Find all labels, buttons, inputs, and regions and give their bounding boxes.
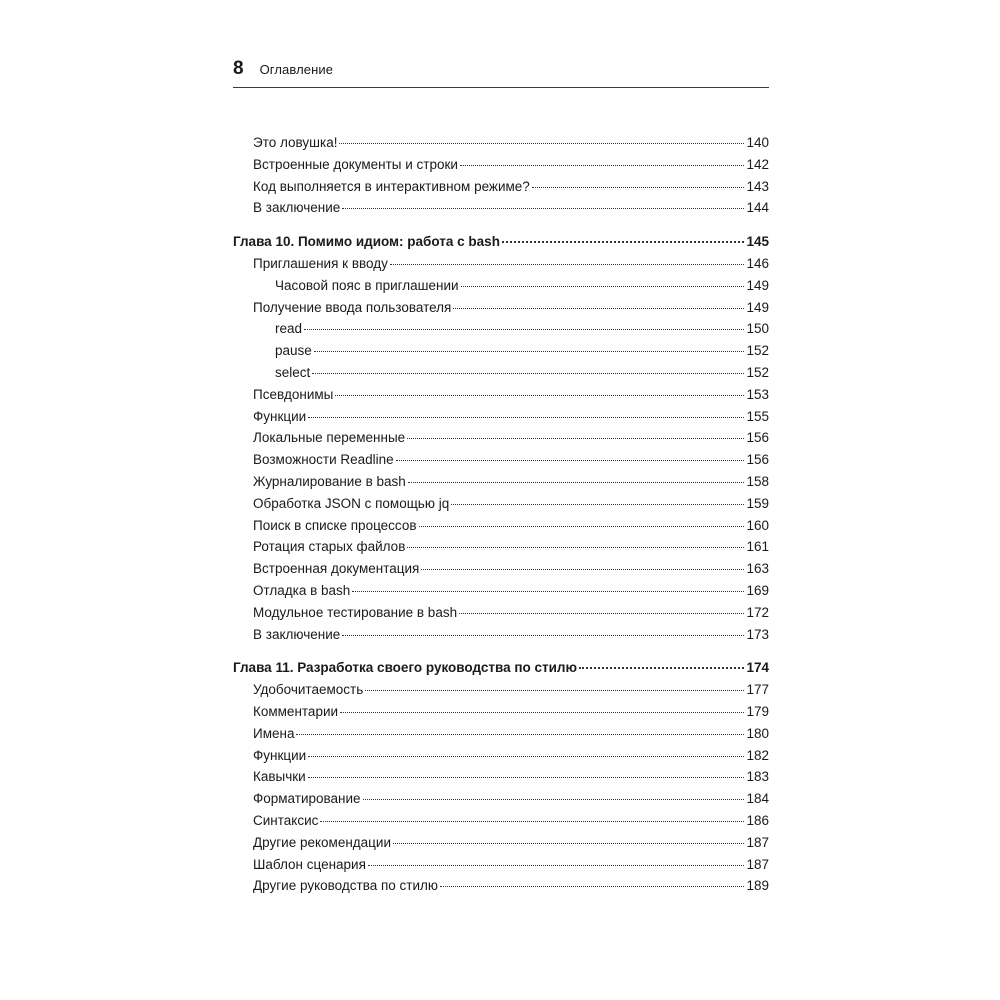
toc-entry-title: Это ловушка!	[253, 135, 338, 150]
toc-entry-page: 149	[746, 299, 769, 315]
dot-leader	[460, 164, 745, 166]
toc-entry-title: Глава 11. Разработка своего руководства по стилю	[233, 660, 578, 676]
toc-entry	[233, 427, 769, 449]
toc-entry-page: 140	[746, 135, 769, 150]
toc-entry-title: Часовой пояс в приглашении	[275, 277, 459, 293]
toc-entry-title: В заключение	[253, 200, 341, 216]
toc-chapter-entry	[233, 657, 769, 679]
dot-leader	[342, 634, 744, 636]
dot-leader	[419, 525, 745, 527]
toc-entry-page: 150	[746, 321, 769, 337]
toc-entry	[233, 701, 769, 723]
toc-entry	[233, 766, 769, 788]
running-title: Оглавление	[259, 62, 334, 77]
toc-entry-page: 152	[746, 364, 769, 380]
dot-leader	[308, 416, 744, 418]
toc-entry-page: 163	[746, 561, 769, 577]
dot-leader	[393, 842, 744, 844]
toc-entry	[233, 253, 769, 275]
toc-entry	[233, 275, 769, 297]
toc-entry	[233, 832, 769, 854]
dot-leader	[314, 350, 745, 352]
toc-entry-title: В заключение	[253, 626, 341, 642]
toc-entry-page: 169	[746, 582, 769, 598]
toc-entry	[233, 493, 769, 515]
chapter-spacer	[233, 219, 769, 231]
dot-leader	[502, 240, 745, 243]
toc-entry-title: Поиск в списке процессов	[253, 517, 417, 533]
dot-leader	[363, 798, 745, 800]
toc-entry-page: 145	[746, 234, 769, 250]
toc-entry-title: Ротация старых файлов	[253, 539, 406, 555]
dot-leader	[408, 481, 745, 483]
dot-leader	[390, 263, 745, 265]
toc-entry	[233, 745, 769, 767]
dot-leader	[461, 285, 745, 287]
dot-leader	[421, 568, 744, 570]
toc-entry-title: Возможности Readline	[253, 452, 394, 468]
toc-entry	[233, 558, 769, 580]
toc-entry-title: Псевдонимы	[253, 386, 334, 402]
toc-entry	[233, 580, 769, 602]
toc-entry-page: 177	[746, 682, 769, 698]
toc-entry	[233, 297, 769, 319]
toc-entry-title: Глава 10. Помимо идиом: работа с bash	[233, 234, 500, 250]
toc-entry-title: Локальные переменные	[253, 430, 406, 446]
dot-leader	[335, 394, 744, 396]
toc-entry-page: 149	[746, 277, 769, 293]
dot-leader	[451, 503, 744, 505]
toc-entry-page: 159	[746, 495, 769, 511]
dot-leader	[308, 776, 745, 778]
toc-entry	[233, 132, 769, 154]
toc-entry-page: 189	[746, 878, 769, 894]
toc-entry	[233, 810, 769, 832]
toc-entry-title: Удобочитаемость	[253, 682, 364, 698]
dot-leader	[308, 755, 744, 757]
toc-entry	[233, 854, 769, 876]
toc-entry-title: Форматирование	[253, 791, 361, 807]
toc-entry-title: Функции	[253, 747, 307, 763]
toc-entry-title: Отладка в bash	[253, 582, 351, 598]
dot-leader	[304, 328, 744, 330]
dot-leader	[440, 885, 744, 887]
toc-entry-title: Обработка JSON с помощью jq	[253, 495, 450, 511]
toc-entry-title: Встроенная документация	[253, 561, 420, 577]
dot-leader	[365, 689, 744, 691]
toc-entry-title: Получение ввода пользователя	[253, 299, 452, 315]
header-rule	[233, 87, 769, 88]
toc-entry	[233, 515, 769, 537]
chapter-spacer	[233, 645, 769, 657]
dot-leader	[532, 186, 745, 188]
toc-entry	[233, 176, 769, 198]
dot-leader	[368, 864, 745, 866]
toc-entry	[233, 723, 769, 745]
dot-leader	[459, 612, 744, 614]
page-number: 8	[233, 58, 244, 79]
toc-entry-page: 180	[746, 725, 769, 741]
dot-leader	[320, 820, 744, 822]
toc-entry	[233, 318, 769, 340]
toc-entry-page: 183	[746, 769, 769, 785]
toc-entry-title: Код выполняется в интерактивном режиме?	[253, 178, 530, 194]
dot-leader	[339, 142, 744, 144]
dot-leader	[579, 666, 744, 669]
toc-entry-title: Модульное тестирование в bash	[253, 604, 458, 620]
toc-entry-page: 146	[746, 255, 769, 271]
toc-entry	[233, 154, 769, 176]
toc-entry-title: Другие рекомендации	[253, 834, 391, 850]
toc-entry-page: 187	[746, 856, 769, 872]
toc-entry-title: Функции	[253, 408, 307, 424]
toc-entry-title: Кавычки	[253, 769, 306, 785]
dot-leader	[296, 733, 744, 735]
toc-entry	[233, 679, 769, 701]
toc-entry-title: Встроенные документы и строки	[253, 156, 458, 172]
toc-chapter-entry	[233, 231, 769, 253]
toc-entry-page: 184	[746, 791, 769, 807]
toc-entry	[233, 340, 769, 362]
toc-entry-title: Журналирование в bash	[253, 473, 406, 489]
toc-entry	[233, 624, 769, 646]
toc-entry-page: 156	[746, 452, 769, 468]
toc-entry-page: 144	[746, 200, 769, 216]
dot-leader	[396, 459, 745, 461]
toc-entry	[233, 384, 769, 406]
dot-leader	[352, 590, 744, 592]
toc-entry	[233, 362, 769, 384]
toc-entry	[233, 406, 769, 428]
toc-entry-page: 155	[746, 408, 769, 424]
running-head	[233, 58, 769, 88]
toc-entry-page: 172	[746, 604, 769, 620]
table-of-contents	[233, 132, 769, 897]
toc-entry	[233, 602, 769, 624]
toc-entry-page: 153	[746, 386, 769, 402]
toc-entry-page: 152	[746, 343, 769, 359]
toc-entry-title: Шаблон сценария	[253, 856, 366, 872]
toc-entry-title: read	[275, 321, 303, 337]
toc-entry-page: 156	[746, 430, 769, 446]
toc-entry-page: 158	[746, 473, 769, 489]
toc-entry	[233, 197, 769, 219]
toc-entry-title: Синтаксис	[253, 812, 319, 828]
toc-entry-title: Имена	[253, 725, 295, 741]
toc-entry	[233, 536, 769, 558]
dot-leader	[453, 307, 744, 309]
dot-leader	[407, 546, 744, 548]
toc-entry-page: 187	[746, 834, 769, 850]
toc-entry-page: 182	[746, 747, 769, 763]
toc-entry-title: Другие руководства по стилю	[253, 878, 439, 894]
dot-leader	[342, 207, 744, 209]
toc-entry	[233, 788, 769, 810]
toc-entry-title: Комментарии	[253, 703, 339, 719]
toc-entry-title: Приглашения к вводу	[253, 255, 388, 271]
toc-entry-page: 142	[746, 156, 769, 172]
dot-leader	[312, 372, 744, 374]
toc-entry	[233, 875, 769, 897]
toc-entry	[233, 471, 769, 493]
toc-entry	[233, 449, 769, 471]
toc-entry-page: 160	[746, 517, 769, 533]
toc-entry-page: 179	[746, 703, 769, 719]
toc-entry-page: 143	[746, 178, 769, 194]
toc-entry-title: select	[275, 364, 311, 380]
toc-entry-page: 186	[746, 812, 769, 828]
toc-entry-page: 161	[746, 539, 769, 555]
dot-leader	[407, 437, 744, 439]
toc-entry-title: pause	[275, 343, 312, 359]
toc-entry-page: 173	[746, 626, 769, 642]
dot-leader	[340, 711, 744, 713]
toc-entry-page: 174	[746, 660, 769, 676]
